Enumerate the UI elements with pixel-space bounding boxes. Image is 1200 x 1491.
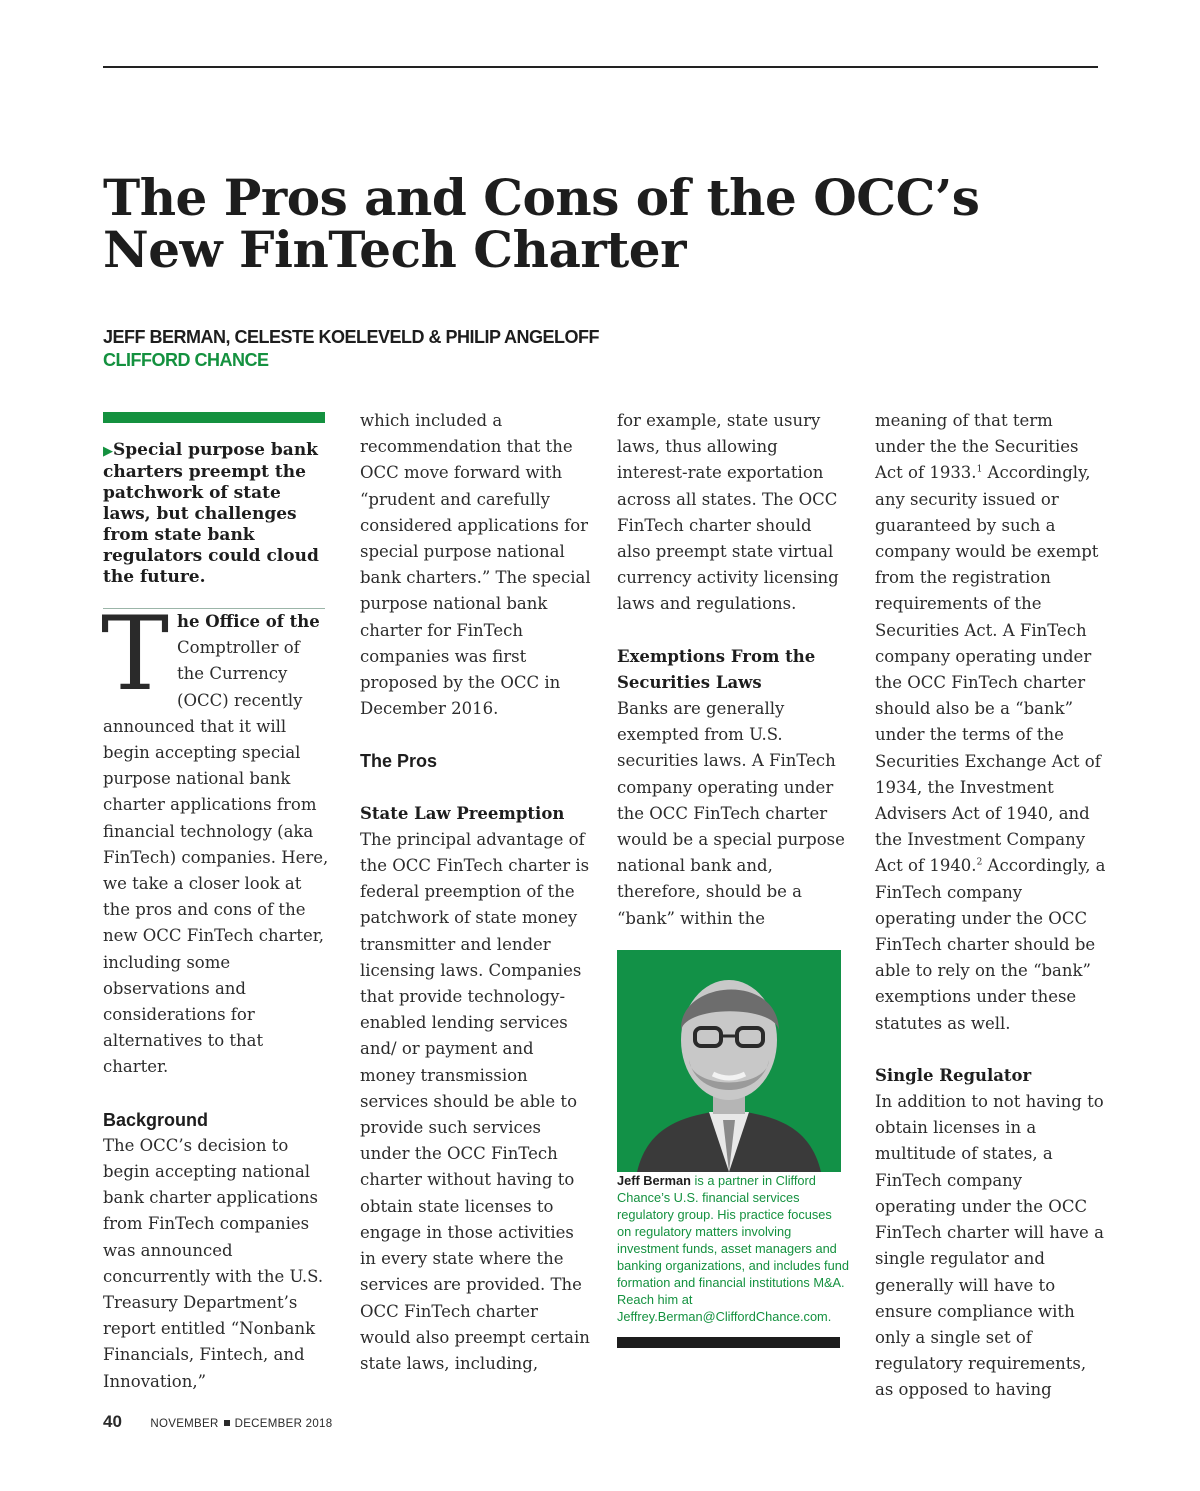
- col4-text-b: Accordingly, any security issued or guaranteed by such a company would be exempt from the registration requirements of the Securities Act. A FinTech company operating under the OCC FinTech charter should also be a “bank” under the terms of the Securities Exchange Act of 1934, the Investment Advisers Act of 1940, and the Investment Company Act of 1940.: [875, 463, 1101, 876]
- state-law-paragraph: The principal advantage of the OCC FinTech charter is federal preemption of the patchwork of state money transmitter and lender licensing laws. Companies that provide technology-enabled lending services and/ or payment and money transmission services should be able to provide such services under the OCC FinTech charter without having to obtain state licenses to engage in those activities in every state where the services are provided. The OCC FinTech charter would also preempt certain state laws, including,: [360, 829, 590, 1373]
- column-3: [617, 408, 849, 1348]
- column-2: [360, 408, 592, 1377]
- page-number: 40: [103, 1412, 122, 1431]
- bio-bottom-bar: [617, 1337, 840, 1348]
- col4-text-c: Accordingly, a FinTech company operating under the OCC FinTech charter should be able to rely on the “bank” exemptions under these statutes as well.: [875, 856, 1106, 1033]
- author-firm: CLIFFORD CHANCE: [103, 350, 269, 370]
- pull-quote: [103, 440, 329, 588]
- column-4: [875, 408, 1107, 1404]
- lead-paragraph: [101, 595, 329, 1081]
- square-bullet-icon: [224, 1420, 230, 1426]
- author-names: JEFF BERMAN, CELESTE KOELEVELD & PHILIP ANGELOFF: [103, 327, 600, 347]
- article-title: [103, 168, 1003, 279]
- bio-name: Jeff Berman: [617, 1172, 691, 1188]
- background-paragraph: The OCC’s decision to begin accepting national bank charter applications from FinTech companies was announced concurrently with the U.S. Treasury Department’s report entitled “Nonbank Financials, Fintech, and Innovation,”: [103, 1135, 324, 1391]
- top-rule: [103, 66, 1098, 68]
- heading-single-regulator: Single Regulator: [875, 1065, 1032, 1085]
- drop-cap: T: [101, 595, 170, 714]
- exemptions-paragraph: Banks are generally exempted from U.S. securities laws. A FinTech company operating under the OCC FinTech charter would be a special purpose national bank and, therefore, should be a “bank” within the: [617, 699, 845, 928]
- lead-body-text: Comptroller of the Currency (OCC) recently announced that it will begin accepting special purpose national bank charter applications from financial technology (aka FinTech) companies. Here, we take a closer look at the pros and cons of the new OCC FinTech charter, including some observations and considerations for alternatives to that charter.: [103, 638, 329, 1077]
- author-bio: [617, 1172, 849, 1325]
- author-portrait-icon: [617, 950, 841, 1172]
- heading-the-pros: The Pros: [360, 751, 438, 772]
- issue-month-2: DECEMBER 2018: [234, 1418, 333, 1430]
- footnote-2: 2: [976, 857, 983, 868]
- lead-bold-text: he Office of the: [177, 612, 320, 631]
- heading-state-law-preemption: State Law Preemption: [360, 803, 565, 823]
- title-line-1: The Pros and Cons of the OCC’s: [103, 168, 980, 227]
- col3-paragraph-1: for example, state usury laws, thus allowing interest-rate exportation across all states. The OCC FinTech charter should also preempt state virtual currency activity licensing laws and regulations.: [617, 411, 839, 614]
- byline: [103, 326, 599, 372]
- issue-date: [150, 1418, 332, 1430]
- triangle-arrow-icon: ▶: [103, 444, 113, 459]
- title-line-2: New FinTech Charter: [103, 220, 686, 279]
- col4-text-a: meaning of that term under the the Securities Act of 1933.: [875, 411, 1079, 483]
- single-regulator-paragraph: In addition to not having to obtain licenses in a multitude of states, a FinTech company operating under the OCC FinTech charter will have a single regulator and generally will have to ensure compliance with only a single set of regulatory requirements, as opposed to having: [875, 1092, 1104, 1400]
- pull-quote-text: Special purpose bank charters preempt the patchwork of state laws, but challenges from state bank regulators could cloud the future.: [103, 440, 319, 587]
- author-photo: [617, 950, 841, 1172]
- issue-month-1: NOVEMBER: [150, 1418, 219, 1430]
- page-footer: [103, 1412, 332, 1432]
- heading-exemptions: Exemptions From the Securities Laws: [617, 646, 816, 692]
- column-1: [103, 408, 329, 1395]
- footnote-1: 1: [976, 464, 983, 475]
- col4-paragraph-1: [875, 408, 1107, 1037]
- bio-text: is a partner in Clifford Chance’s U.S. financial services regulatory group. His practice focuses on regulatory matters involving investment funds, asset managers and banking organizations, and includes fund formation and financial institutions M&A. Reach him at Jeffrey.Berman@CliffordChance.com.: [617, 1172, 849, 1324]
- col2-paragraph-1: which included a recommendation that the OCC move forward with “prudent and carefully considered applications for special purpose national bank charters.” The special purpose national bank charter for FinTech companies was first proposed by the OCC in December 2016.: [360, 411, 591, 719]
- green-accent-bar: [103, 412, 325, 423]
- heading-background: Background: [103, 1109, 209, 1130]
